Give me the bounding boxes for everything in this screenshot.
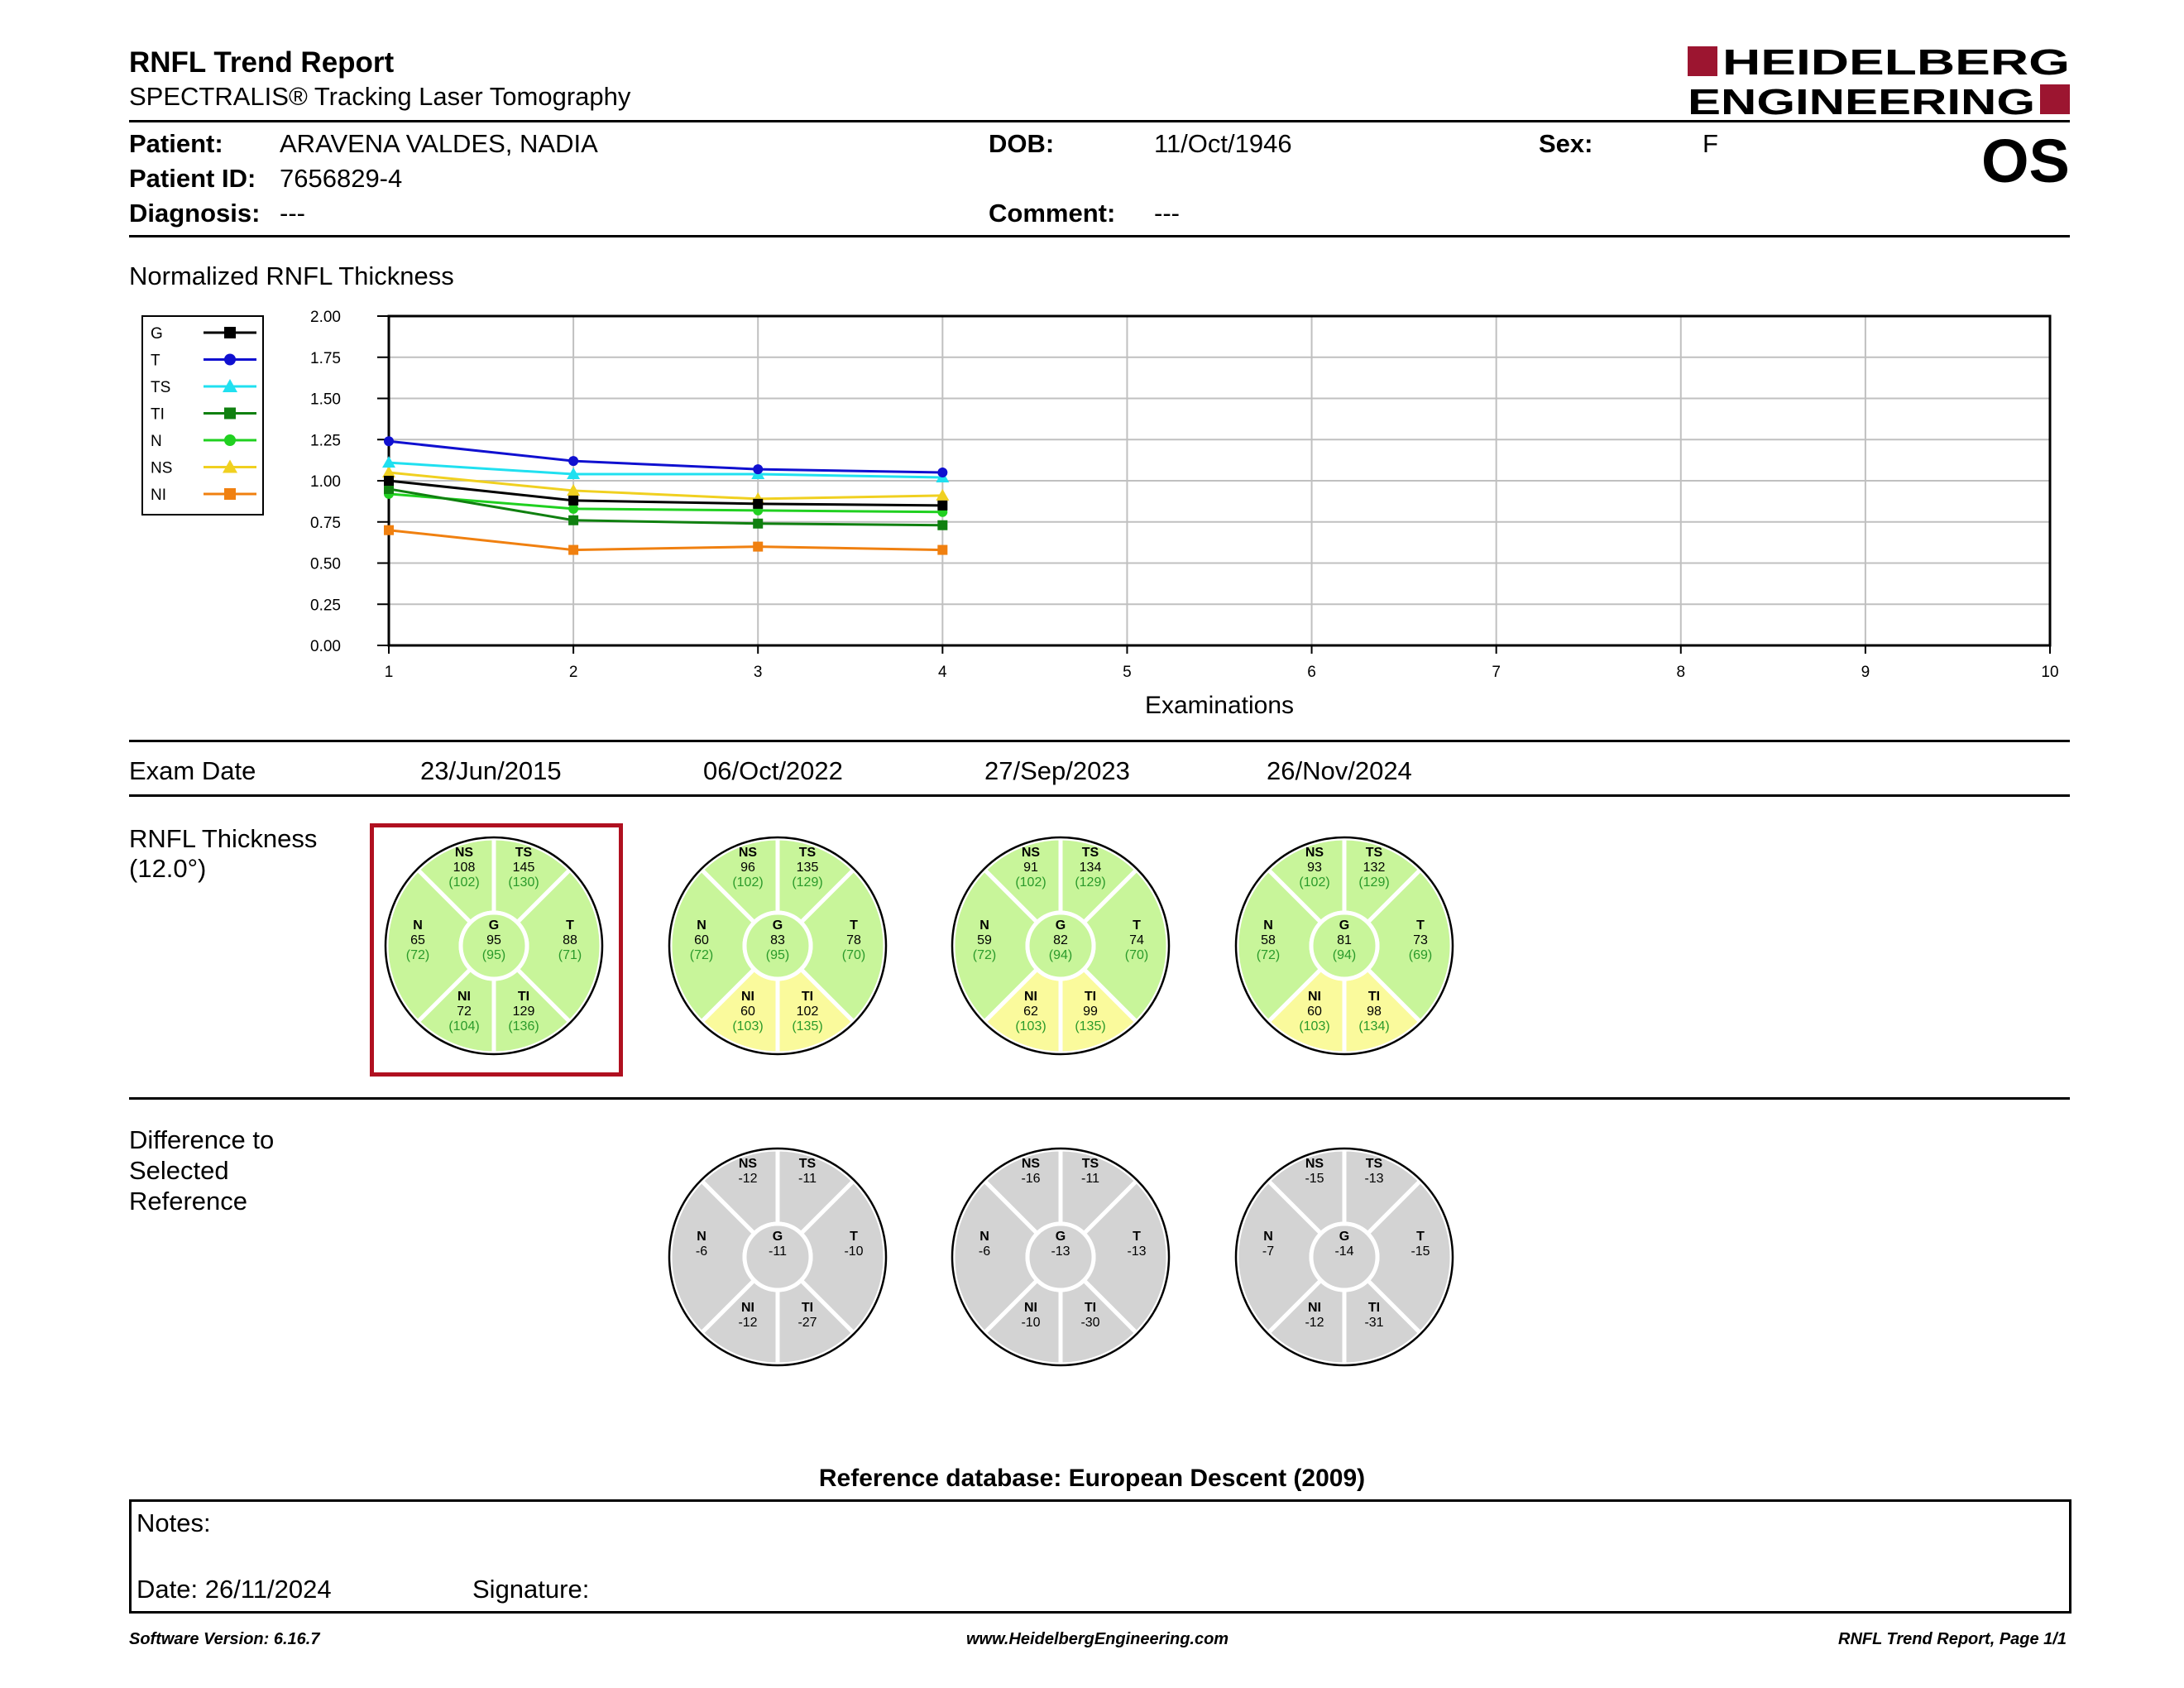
sector-value-n: -7 bbox=[1262, 1244, 1275, 1259]
sector-reference-ni: (103) bbox=[1015, 1019, 1046, 1033]
sector-value-t: 78 bbox=[846, 933, 861, 947]
sector-name-ts: TS bbox=[1081, 1157, 1099, 1171]
sector-name-ns: NS bbox=[1021, 846, 1041, 860]
y-tick-label: 0.50 bbox=[310, 555, 341, 573]
y-tick-label: 1.00 bbox=[310, 473, 341, 491]
sector-reference-g: (95) bbox=[481, 948, 506, 962]
comment-value: --- bbox=[1154, 199, 1180, 228]
series-ts bbox=[382, 456, 949, 482]
x-tick-label: 5 bbox=[1123, 664, 1132, 681]
y-tick-label: 0.00 bbox=[310, 638, 341, 655]
logo-line2: ENGINEERING bbox=[1688, 82, 2035, 117]
data-point-g bbox=[568, 496, 578, 506]
page-number: RNFL Trend Report, Page 1/1 bbox=[1838, 1630, 2067, 1648]
sector-reference-g: (94) bbox=[1048, 948, 1073, 962]
sector-value-g: 81 bbox=[1337, 933, 1352, 947]
sector-value-g: -11 bbox=[769, 1244, 787, 1259]
trend-chart bbox=[0, 290, 2184, 720]
sector-name-g: G bbox=[488, 918, 500, 933]
x-tick-label: 9 bbox=[1861, 664, 1870, 681]
sector-value-ts: -13 bbox=[1364, 1172, 1384, 1186]
notes-label: Notes: bbox=[136, 1508, 211, 1537]
sector-reference-ns: (102) bbox=[1299, 875, 1330, 890]
sector-name-ns: NS bbox=[1305, 846, 1324, 860]
data-point-ti bbox=[568, 516, 578, 525]
y-tick-label: 0.25 bbox=[310, 597, 341, 615]
dob-value: 11/Oct/1946 bbox=[1154, 129, 1292, 158]
sector-name-ns: NS bbox=[738, 1157, 758, 1171]
data-point-t bbox=[753, 464, 763, 474]
report-subtitle: SPECTRALIS® Tracking Laser Tomography bbox=[129, 82, 631, 111]
report-title: RNFL Trend Report bbox=[129, 46, 395, 79]
sector-name-ti: TI bbox=[517, 990, 530, 1004]
exam-date-4: 26/Nov/2024 bbox=[1267, 756, 1412, 785]
sector-name-t: T bbox=[850, 918, 858, 933]
series-ni bbox=[384, 525, 947, 555]
sector-value-ti: 98 bbox=[1367, 1005, 1382, 1019]
legend-marker-t bbox=[224, 354, 236, 366]
logo-square-top bbox=[1688, 46, 1717, 76]
sector-name-n: N bbox=[697, 918, 706, 933]
sector-value-ni: -10 bbox=[1021, 1316, 1041, 1330]
signature-label: Signature: bbox=[472, 1575, 590, 1604]
sex-label: Sex: bbox=[1539, 129, 1593, 158]
legend-marker-ti bbox=[224, 408, 236, 420]
legend-label-ti: TI bbox=[151, 405, 165, 424]
sector-name-n: N bbox=[979, 918, 989, 933]
exam-date-2: 06/Oct/2022 bbox=[703, 756, 843, 785]
sector-name-ni: NI bbox=[457, 990, 471, 1004]
sector-name-ns: NS bbox=[454, 846, 474, 860]
data-point-ti bbox=[937, 520, 947, 530]
sector-reference-ns: (102) bbox=[732, 875, 764, 890]
sector-value-ni: -12 bbox=[738, 1316, 758, 1330]
x-tick-label: 4 bbox=[938, 664, 947, 681]
thickness-circle-3 bbox=[945, 830, 1176, 1062]
software-version: Software Version: 6.16.7 bbox=[129, 1630, 320, 1648]
sector-value-ti: 102 bbox=[796, 1005, 819, 1019]
sector-name-ni: NI bbox=[1024, 1301, 1037, 1315]
series-t bbox=[384, 436, 947, 477]
exam-date-1: 23/Jun/2015 bbox=[420, 756, 562, 785]
diagnosis-value: --- bbox=[280, 199, 305, 228]
data-point-g bbox=[753, 499, 763, 509]
data-point-ni bbox=[384, 525, 394, 535]
sector-value-n: 60 bbox=[694, 933, 709, 947]
sector-reference-t: (71) bbox=[558, 948, 582, 962]
exam-date-label: Exam Date bbox=[129, 756, 256, 785]
diagnosis-label: Diagnosis: bbox=[129, 199, 261, 228]
sector-reference-ti: (134) bbox=[1358, 1019, 1390, 1033]
comment-label: Comment: bbox=[989, 199, 1116, 228]
sector-reference-ts: (129) bbox=[1358, 875, 1390, 890]
sector-value-g: -13 bbox=[1051, 1244, 1070, 1259]
reference-database: Reference database: European Descent (2009) bbox=[818, 1465, 1366, 1492]
sector-name-t: T bbox=[1133, 1230, 1141, 1244]
sector-value-g: 82 bbox=[1053, 933, 1068, 947]
sector-name-n: N bbox=[1263, 1230, 1273, 1244]
sector-value-n: 59 bbox=[977, 933, 992, 947]
sector-reference-n: (72) bbox=[1256, 948, 1281, 962]
sector-value-ts: 135 bbox=[796, 861, 819, 875]
sector-value-ti: -30 bbox=[1080, 1316, 1100, 1330]
sector-value-ts: 145 bbox=[512, 861, 535, 875]
x-tick-label: 10 bbox=[2041, 664, 2059, 681]
legend-label-g: G bbox=[151, 325, 163, 343]
date-signed: Date: 26/11/2024 bbox=[136, 1575, 332, 1604]
sector-reference-ts: (129) bbox=[792, 875, 823, 890]
sector-value-g: -14 bbox=[1334, 1244, 1354, 1259]
legend-marker-g bbox=[224, 327, 236, 338]
sector-name-ts: TS bbox=[1365, 846, 1383, 860]
sector-name-n: N bbox=[697, 1230, 706, 1244]
thickness-label: RNFL Thickness bbox=[129, 824, 318, 853]
chart-legend bbox=[142, 316, 263, 515]
sector-value-ns: -15 bbox=[1305, 1172, 1324, 1186]
data-point-t bbox=[568, 456, 578, 466]
sector-value-n: 65 bbox=[410, 933, 425, 947]
sector-reference-ts: (129) bbox=[1075, 875, 1106, 890]
y-tick-label: 1.75 bbox=[310, 349, 341, 367]
sector-name-t: T bbox=[1416, 918, 1425, 933]
legend-label-ni: NI bbox=[151, 487, 166, 504]
sector-reference-n: (72) bbox=[405, 948, 430, 962]
sector-name-ni: NI bbox=[741, 1301, 754, 1315]
sector-value-ns: -12 bbox=[738, 1172, 758, 1186]
sector-reference-ni: (103) bbox=[1299, 1019, 1330, 1033]
sector-value-ni: 62 bbox=[1023, 1005, 1038, 1019]
sector-value-ts: 134 bbox=[1079, 861, 1102, 875]
sector-reference-ni: (103) bbox=[732, 1019, 764, 1033]
sector-value-n: -6 bbox=[695, 1244, 708, 1259]
sector-name-t: T bbox=[1416, 1230, 1425, 1244]
sector-reference-t: (70) bbox=[841, 948, 866, 962]
sector-name-ti: TI bbox=[1084, 1301, 1097, 1315]
legend-label-ts: TS bbox=[151, 379, 171, 396]
sector-value-ni: -12 bbox=[1305, 1316, 1324, 1330]
sector-value-ni: 72 bbox=[457, 1005, 472, 1019]
sector-name-ns: NS bbox=[1021, 1157, 1041, 1171]
thickness-divider bbox=[129, 1097, 2070, 1100]
sector-name-g: G bbox=[1339, 918, 1350, 933]
sector-name-ti: TI bbox=[801, 1301, 814, 1315]
sector-name-n: N bbox=[413, 918, 423, 933]
difference-circle-2 bbox=[662, 1141, 893, 1373]
thickness-circle-2 bbox=[662, 830, 893, 1062]
series-line-ni bbox=[389, 530, 942, 550]
x-axis-title: Examinations bbox=[1144, 692, 1295, 719]
data-point-g bbox=[384, 476, 394, 486]
sector-name-ni: NI bbox=[741, 990, 754, 1004]
sector-name-g: G bbox=[1055, 1230, 1066, 1244]
x-tick-label: 2 bbox=[568, 664, 578, 681]
chart-divider bbox=[129, 740, 2070, 742]
data-point-t bbox=[384, 436, 394, 446]
sector-reference-g: (95) bbox=[765, 948, 790, 962]
sector-name-t: T bbox=[566, 918, 574, 933]
sector-name-ts: TS bbox=[515, 846, 533, 860]
sector-reference-ti: (135) bbox=[1075, 1019, 1106, 1033]
sex-value: F bbox=[1703, 129, 1718, 158]
sector-value-ts: -11 bbox=[1081, 1172, 1099, 1186]
sector-name-ti: TI bbox=[1367, 1301, 1381, 1315]
sector-value-t: -15 bbox=[1410, 1244, 1430, 1259]
dob-label: DOB: bbox=[989, 129, 1055, 158]
dates-divider bbox=[129, 794, 2070, 797]
legend-marker-n bbox=[224, 434, 236, 446]
difference-label-2: Selected bbox=[129, 1156, 229, 1185]
y-tick-label: 0.75 bbox=[310, 514, 341, 532]
x-tick-label: 8 bbox=[1676, 664, 1686, 681]
sector-value-ti: -31 bbox=[1364, 1316, 1384, 1330]
sector-name-ti: TI bbox=[1084, 990, 1097, 1004]
sector-reference-ns: (102) bbox=[448, 875, 480, 890]
y-tick-label: 1.25 bbox=[310, 432, 341, 450]
sector-value-ti: 99 bbox=[1083, 1005, 1098, 1019]
x-tick-label: 6 bbox=[1307, 664, 1316, 681]
patient-label: Patient: bbox=[129, 129, 223, 158]
sector-value-ts: -11 bbox=[798, 1172, 817, 1186]
patient-id: 7656829-4 bbox=[280, 164, 403, 193]
sector-name-ts: TS bbox=[1081, 846, 1099, 860]
logo-line1: HEIDELBERG bbox=[1722, 45, 2070, 83]
difference-circle-4 bbox=[1228, 1141, 1460, 1373]
sector-reference-ts: (130) bbox=[508, 875, 539, 890]
sector-name-ts: TS bbox=[798, 846, 817, 860]
sector-value-t: -10 bbox=[844, 1244, 864, 1259]
sector-value-ns: 96 bbox=[740, 861, 755, 875]
sector-value-t: 74 bbox=[1129, 933, 1144, 947]
y-tick-label: 1.50 bbox=[310, 391, 341, 409]
sector-reference-n: (72) bbox=[689, 948, 714, 962]
data-point-ti bbox=[753, 519, 763, 529]
sector-value-ns: -16 bbox=[1021, 1172, 1041, 1186]
thickness-circle-1 bbox=[378, 830, 610, 1062]
exam-date-3: 27/Sep/2023 bbox=[984, 756, 1130, 785]
sector-value-g: 95 bbox=[486, 933, 501, 947]
notes-box bbox=[129, 1499, 2071, 1614]
patient-name: ARAVENA VALDES, NADIA bbox=[280, 129, 598, 158]
chart-title: Normalized RNFL Thickness bbox=[129, 261, 454, 290]
data-point-ni bbox=[568, 545, 578, 555]
sector-name-ti: TI bbox=[1367, 990, 1381, 1004]
patient-id-label: Patient ID: bbox=[129, 164, 256, 193]
sector-name-t: T bbox=[1133, 918, 1141, 933]
sector-value-ns: 93 bbox=[1307, 861, 1322, 875]
legend-label-ns: NS bbox=[151, 459, 173, 477]
sector-reference-ns: (102) bbox=[1015, 875, 1046, 890]
data-point-ni bbox=[937, 545, 947, 555]
difference-label-1: Difference to bbox=[129, 1125, 275, 1154]
sector-value-ns: 91 bbox=[1023, 861, 1038, 875]
difference-circle-3 bbox=[945, 1141, 1176, 1373]
eye-indicator: OS bbox=[1981, 127, 2070, 195]
sector-name-n: N bbox=[1263, 918, 1273, 933]
sector-reference-t: (69) bbox=[1408, 948, 1433, 962]
sector-name-g: G bbox=[1339, 1230, 1350, 1244]
sector-value-ts: 132 bbox=[1363, 861, 1386, 875]
sector-value-ns: 108 bbox=[453, 861, 476, 875]
data-point-t bbox=[937, 468, 947, 477]
thickness-circle-4 bbox=[1228, 830, 1460, 1062]
heidelberg-logo bbox=[1688, 45, 2071, 117]
sector-name-ni: NI bbox=[1308, 990, 1321, 1004]
y-tick-label: 2.00 bbox=[310, 309, 341, 326]
data-point-ns bbox=[382, 466, 395, 477]
data-point-ni bbox=[753, 542, 763, 552]
sector-reference-t: (70) bbox=[1124, 948, 1149, 962]
data-point-g bbox=[937, 501, 947, 511]
sector-value-n: -6 bbox=[978, 1244, 991, 1259]
sector-value-ti: 129 bbox=[512, 1005, 535, 1019]
sector-name-g: G bbox=[772, 1230, 783, 1244]
sector-reference-ni: (104) bbox=[448, 1019, 480, 1033]
sector-name-g: G bbox=[772, 918, 783, 933]
sector-name-ni: NI bbox=[1308, 1301, 1321, 1315]
sector-name-t: T bbox=[850, 1230, 858, 1244]
sector-value-g: 83 bbox=[770, 933, 785, 947]
sector-reference-ti: (135) bbox=[792, 1019, 823, 1033]
sector-name-ns: NS bbox=[738, 846, 758, 860]
series-ti bbox=[384, 484, 947, 530]
difference-label-3: Reference bbox=[129, 1187, 248, 1216]
sector-value-ni: 60 bbox=[740, 1005, 755, 1019]
sector-reference-ti: (136) bbox=[508, 1019, 539, 1033]
thickness-angle: (12.0°) bbox=[129, 854, 207, 883]
legend-label-n: N bbox=[151, 433, 162, 450]
x-tick-label: 3 bbox=[753, 664, 763, 681]
header-divider bbox=[129, 120, 2070, 122]
sector-name-n: N bbox=[979, 1230, 989, 1244]
sector-name-ni: NI bbox=[1024, 990, 1037, 1004]
sector-reference-g: (94) bbox=[1332, 948, 1357, 962]
sector-value-n: 58 bbox=[1261, 933, 1276, 947]
sector-value-t: 88 bbox=[563, 933, 577, 947]
sector-name-ti: TI bbox=[801, 990, 814, 1004]
sector-value-t: 73 bbox=[1413, 933, 1428, 947]
x-tick-label: 1 bbox=[384, 664, 394, 681]
website-link[interactable]: www.HeidelbergEngineering.com bbox=[966, 1630, 1229, 1648]
sector-reference-n: (72) bbox=[972, 948, 997, 962]
sector-value-t: -13 bbox=[1127, 1244, 1147, 1259]
x-tick-label: 7 bbox=[1492, 664, 1501, 681]
sector-name-ts: TS bbox=[1365, 1157, 1383, 1171]
patient-divider bbox=[129, 235, 2070, 237]
sector-value-ni: 60 bbox=[1307, 1005, 1322, 1019]
logo-square-bottom bbox=[2040, 84, 2070, 114]
legend-marker-ni bbox=[224, 488, 236, 500]
sector-value-ti: -27 bbox=[797, 1316, 817, 1330]
sector-name-g: G bbox=[1055, 918, 1066, 933]
sector-name-ts: TS bbox=[798, 1157, 817, 1171]
legend-label-t: T bbox=[151, 352, 160, 370]
sector-name-ns: NS bbox=[1305, 1157, 1324, 1171]
